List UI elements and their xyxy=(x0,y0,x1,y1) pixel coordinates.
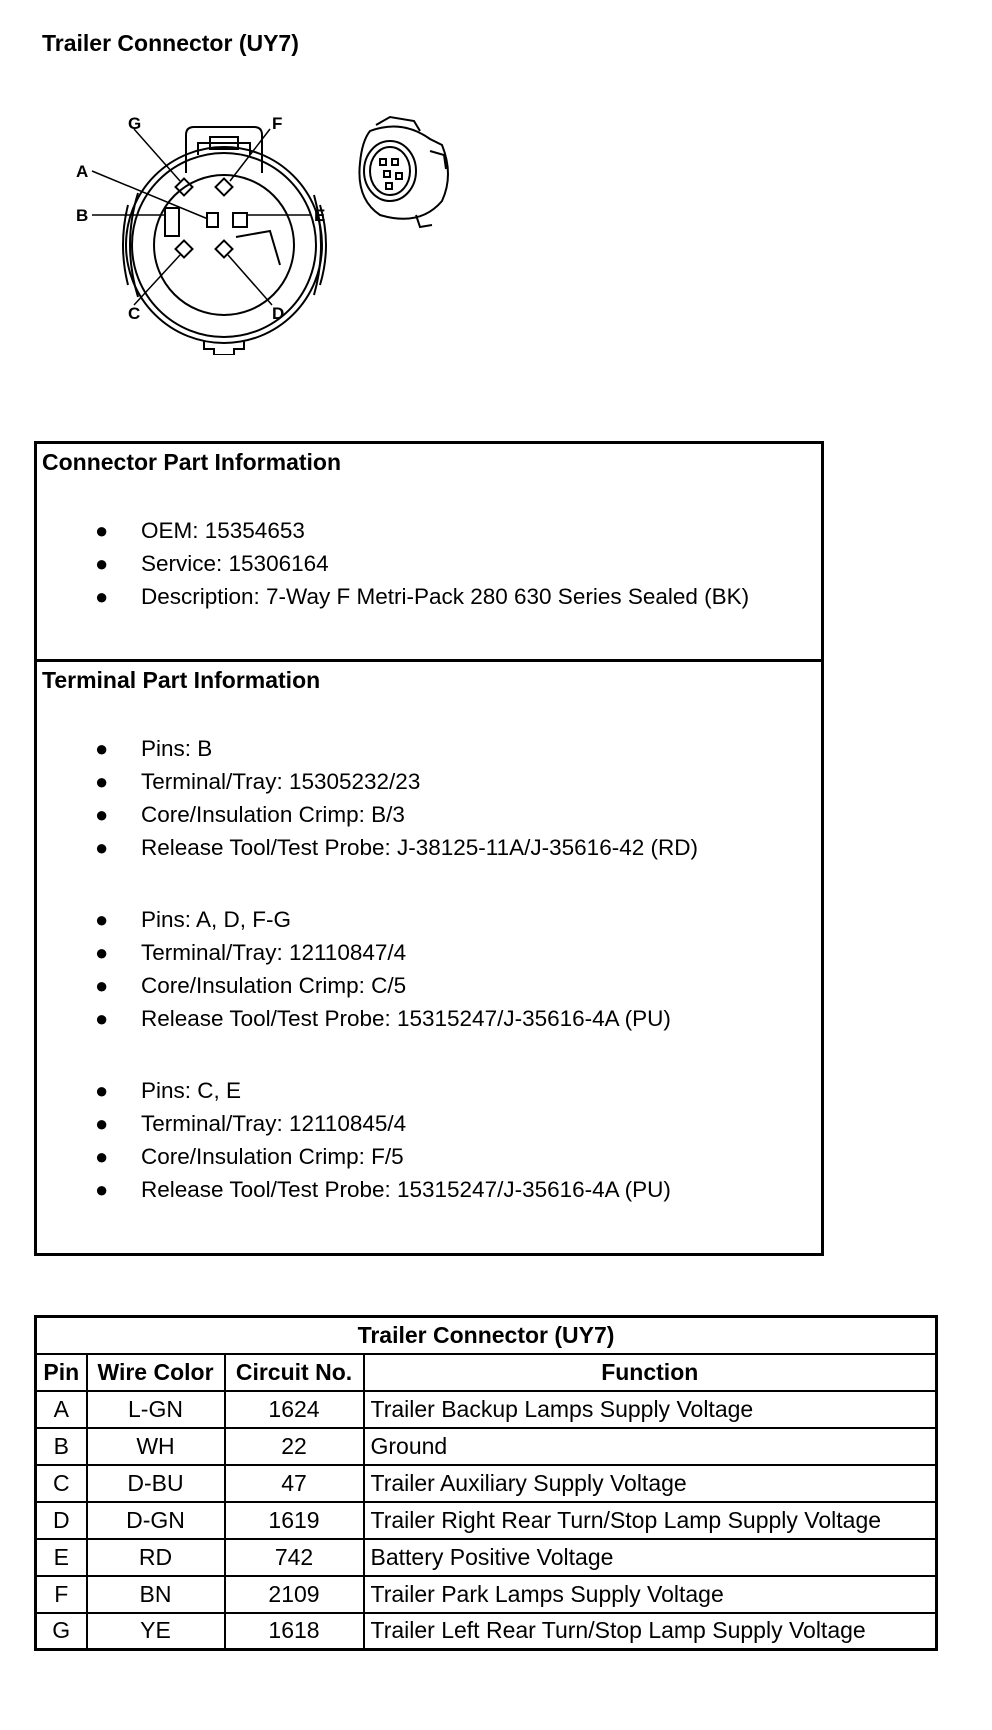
pin-table-caption: Trailer Connector (UY7) xyxy=(36,1317,937,1354)
bullet-icon: ● xyxy=(95,1177,109,1202)
cell-function: Ground xyxy=(364,1428,937,1465)
list-item-text: Release Tool/Test Probe: J-38125-11A/J-35616-42 (RD) xyxy=(141,835,698,860)
bullet-icon: ● xyxy=(95,769,109,794)
bullet-icon: ● xyxy=(95,802,109,827)
cavity-c xyxy=(176,241,193,258)
list-item xyxy=(37,1002,821,1035)
cavity-a xyxy=(207,213,218,227)
list-item xyxy=(37,1074,821,1107)
list-item-text: Terminal/Tray: 12110845/4 xyxy=(141,1111,407,1136)
cavity-d xyxy=(216,241,233,258)
list-item xyxy=(37,1173,821,1206)
list-item-text: Pins: B xyxy=(141,736,213,761)
list-item-text: Core/Insulation Crimp: B/3 xyxy=(141,802,405,827)
connector-part-information-list xyxy=(37,514,821,613)
list-item xyxy=(37,1107,821,1140)
list-item-text: Core/Insulation Crimp: F/5 xyxy=(141,1144,404,1169)
terminal-part-information-panel xyxy=(34,659,824,1256)
bullet-icon: ● xyxy=(95,736,109,761)
list-item xyxy=(37,831,821,864)
list-item-text: Terminal/Tray: 12110847/4 xyxy=(141,940,407,965)
list-item-text: OEM: 15354653 xyxy=(141,518,305,543)
list-item xyxy=(37,765,821,798)
header-wire-color: Wire Color xyxy=(87,1354,225,1391)
list-item-text: Core/Insulation Crimp: C/5 xyxy=(141,973,407,998)
cell-pin: D xyxy=(36,1502,87,1539)
pin-label-d: D xyxy=(272,304,285,323)
cell-circuit-no: 22 xyxy=(225,1428,364,1465)
list-item-text: Pins: C, E xyxy=(141,1078,242,1103)
page-title: Trailer Connector (UY7) xyxy=(42,30,299,56)
table-row xyxy=(36,1391,937,1428)
table-row xyxy=(36,1576,937,1613)
list-item-text: Release Tool/Test Probe: 15315247/J-35616-4A (PU) xyxy=(141,1177,671,1202)
cell-wire-color: WH xyxy=(87,1428,225,1465)
cell-pin: G xyxy=(36,1613,87,1650)
cell-function: Trailer Park Lamps Supply Voltage xyxy=(364,1576,937,1613)
connector-perspective-view xyxy=(359,117,448,227)
connector-diagram xyxy=(70,115,470,355)
pin-table xyxy=(34,1315,938,1651)
cell-function: Trailer Auxiliary Supply Voltage xyxy=(364,1465,937,1502)
cell-wire-color: D-GN xyxy=(87,1502,225,1539)
list-item xyxy=(37,969,821,1002)
connector-part-information-panel xyxy=(34,441,824,662)
cell-circuit-no: 2109 xyxy=(225,1576,364,1613)
cell-pin: B xyxy=(36,1428,87,1465)
list-item-text: Terminal/Tray: 15305232/23 xyxy=(141,769,421,794)
bullet-icon: ● xyxy=(95,584,109,609)
cell-wire-color: L-GN xyxy=(87,1391,225,1428)
pin-label-f: F xyxy=(272,115,283,133)
bullet-icon: ● xyxy=(95,1078,109,1103)
cavity-b xyxy=(165,208,179,236)
list-item-text: Description: 7-Way F Metri-Pack 280 630 Series Sealed (BK) xyxy=(141,584,750,609)
cell-wire-color: BN xyxy=(87,1576,225,1613)
pin-label-b: B xyxy=(76,206,89,225)
leader-a xyxy=(92,171,208,219)
terminal-part-information-heading: Terminal Part Information xyxy=(42,667,321,693)
list-item xyxy=(37,903,821,936)
bullet-icon: ● xyxy=(95,973,109,998)
cell-circuit-no: 1618 xyxy=(225,1613,364,1650)
list-item-text: Service: 15306164 xyxy=(141,551,329,576)
bullet-icon: ● xyxy=(95,1111,109,1136)
cell-circuit-no: 742 xyxy=(225,1539,364,1576)
cell-pin: E xyxy=(36,1539,87,1576)
table-row xyxy=(36,1465,937,1502)
list-item xyxy=(37,798,821,831)
pin-label-c: C xyxy=(128,304,141,323)
bullet-icon: ● xyxy=(95,551,109,576)
cavity-e xyxy=(233,213,247,227)
list-item xyxy=(37,936,821,969)
connector-part-information-heading: Connector Part Information xyxy=(42,449,342,475)
bullet-icon: ● xyxy=(95,835,109,860)
leader-d xyxy=(228,255,272,305)
cell-function: Trailer Backup Lamps Supply Voltage xyxy=(364,1391,937,1428)
pin-label-e: E xyxy=(314,206,326,225)
cell-wire-color: D-BU xyxy=(87,1465,225,1502)
table-row xyxy=(36,1502,937,1539)
cell-pin: F xyxy=(36,1576,87,1613)
bullet-icon: ● xyxy=(95,518,109,543)
cell-wire-color: RD xyxy=(87,1539,225,1576)
list-item xyxy=(37,547,821,580)
cell-wire-color: YE xyxy=(87,1613,225,1650)
list-item xyxy=(37,580,821,613)
cell-function: Battery Positive Voltage xyxy=(364,1539,937,1576)
table-row xyxy=(36,1613,937,1650)
header-circuit-no: Circuit No. xyxy=(225,1354,364,1391)
cavity-f xyxy=(216,179,233,196)
cell-pin: A xyxy=(36,1391,87,1428)
bullet-icon: ● xyxy=(95,1006,109,1031)
list-item-text: Release Tool/Test Probe: 15315247/J-35616-4A (PU) xyxy=(141,1006,671,1031)
bullet-icon: ● xyxy=(95,1144,109,1169)
cell-circuit-no: 1624 xyxy=(225,1391,364,1428)
cell-pin: C xyxy=(36,1465,87,1502)
pin-label-a: A xyxy=(76,162,89,181)
list-item-text: Pins: A, D, F-G xyxy=(141,907,292,932)
pin-label-g: G xyxy=(128,115,142,133)
connector-housing xyxy=(126,147,322,343)
terminal-group-3 xyxy=(37,1074,821,1206)
cell-circuit-no: 47 xyxy=(225,1465,364,1502)
cell-circuit-no: 1619 xyxy=(225,1502,364,1539)
header-function: Function xyxy=(364,1354,937,1391)
cell-function: Trailer Right Rear Turn/Stop Lamp Supply Voltage xyxy=(364,1502,937,1539)
list-item xyxy=(37,732,821,765)
cell-function: Trailer Left Rear Turn/Stop Lamp Supply Voltage xyxy=(364,1613,937,1650)
header-pin: Pin xyxy=(36,1354,87,1391)
bullet-icon: ● xyxy=(95,907,109,932)
bullet-icon: ● xyxy=(95,940,109,965)
list-item xyxy=(37,1140,821,1173)
terminal-group-2 xyxy=(37,903,821,1035)
table-row xyxy=(36,1539,937,1576)
table-row xyxy=(36,1428,937,1465)
terminal-group-1 xyxy=(37,732,821,864)
list-item xyxy=(37,514,821,547)
